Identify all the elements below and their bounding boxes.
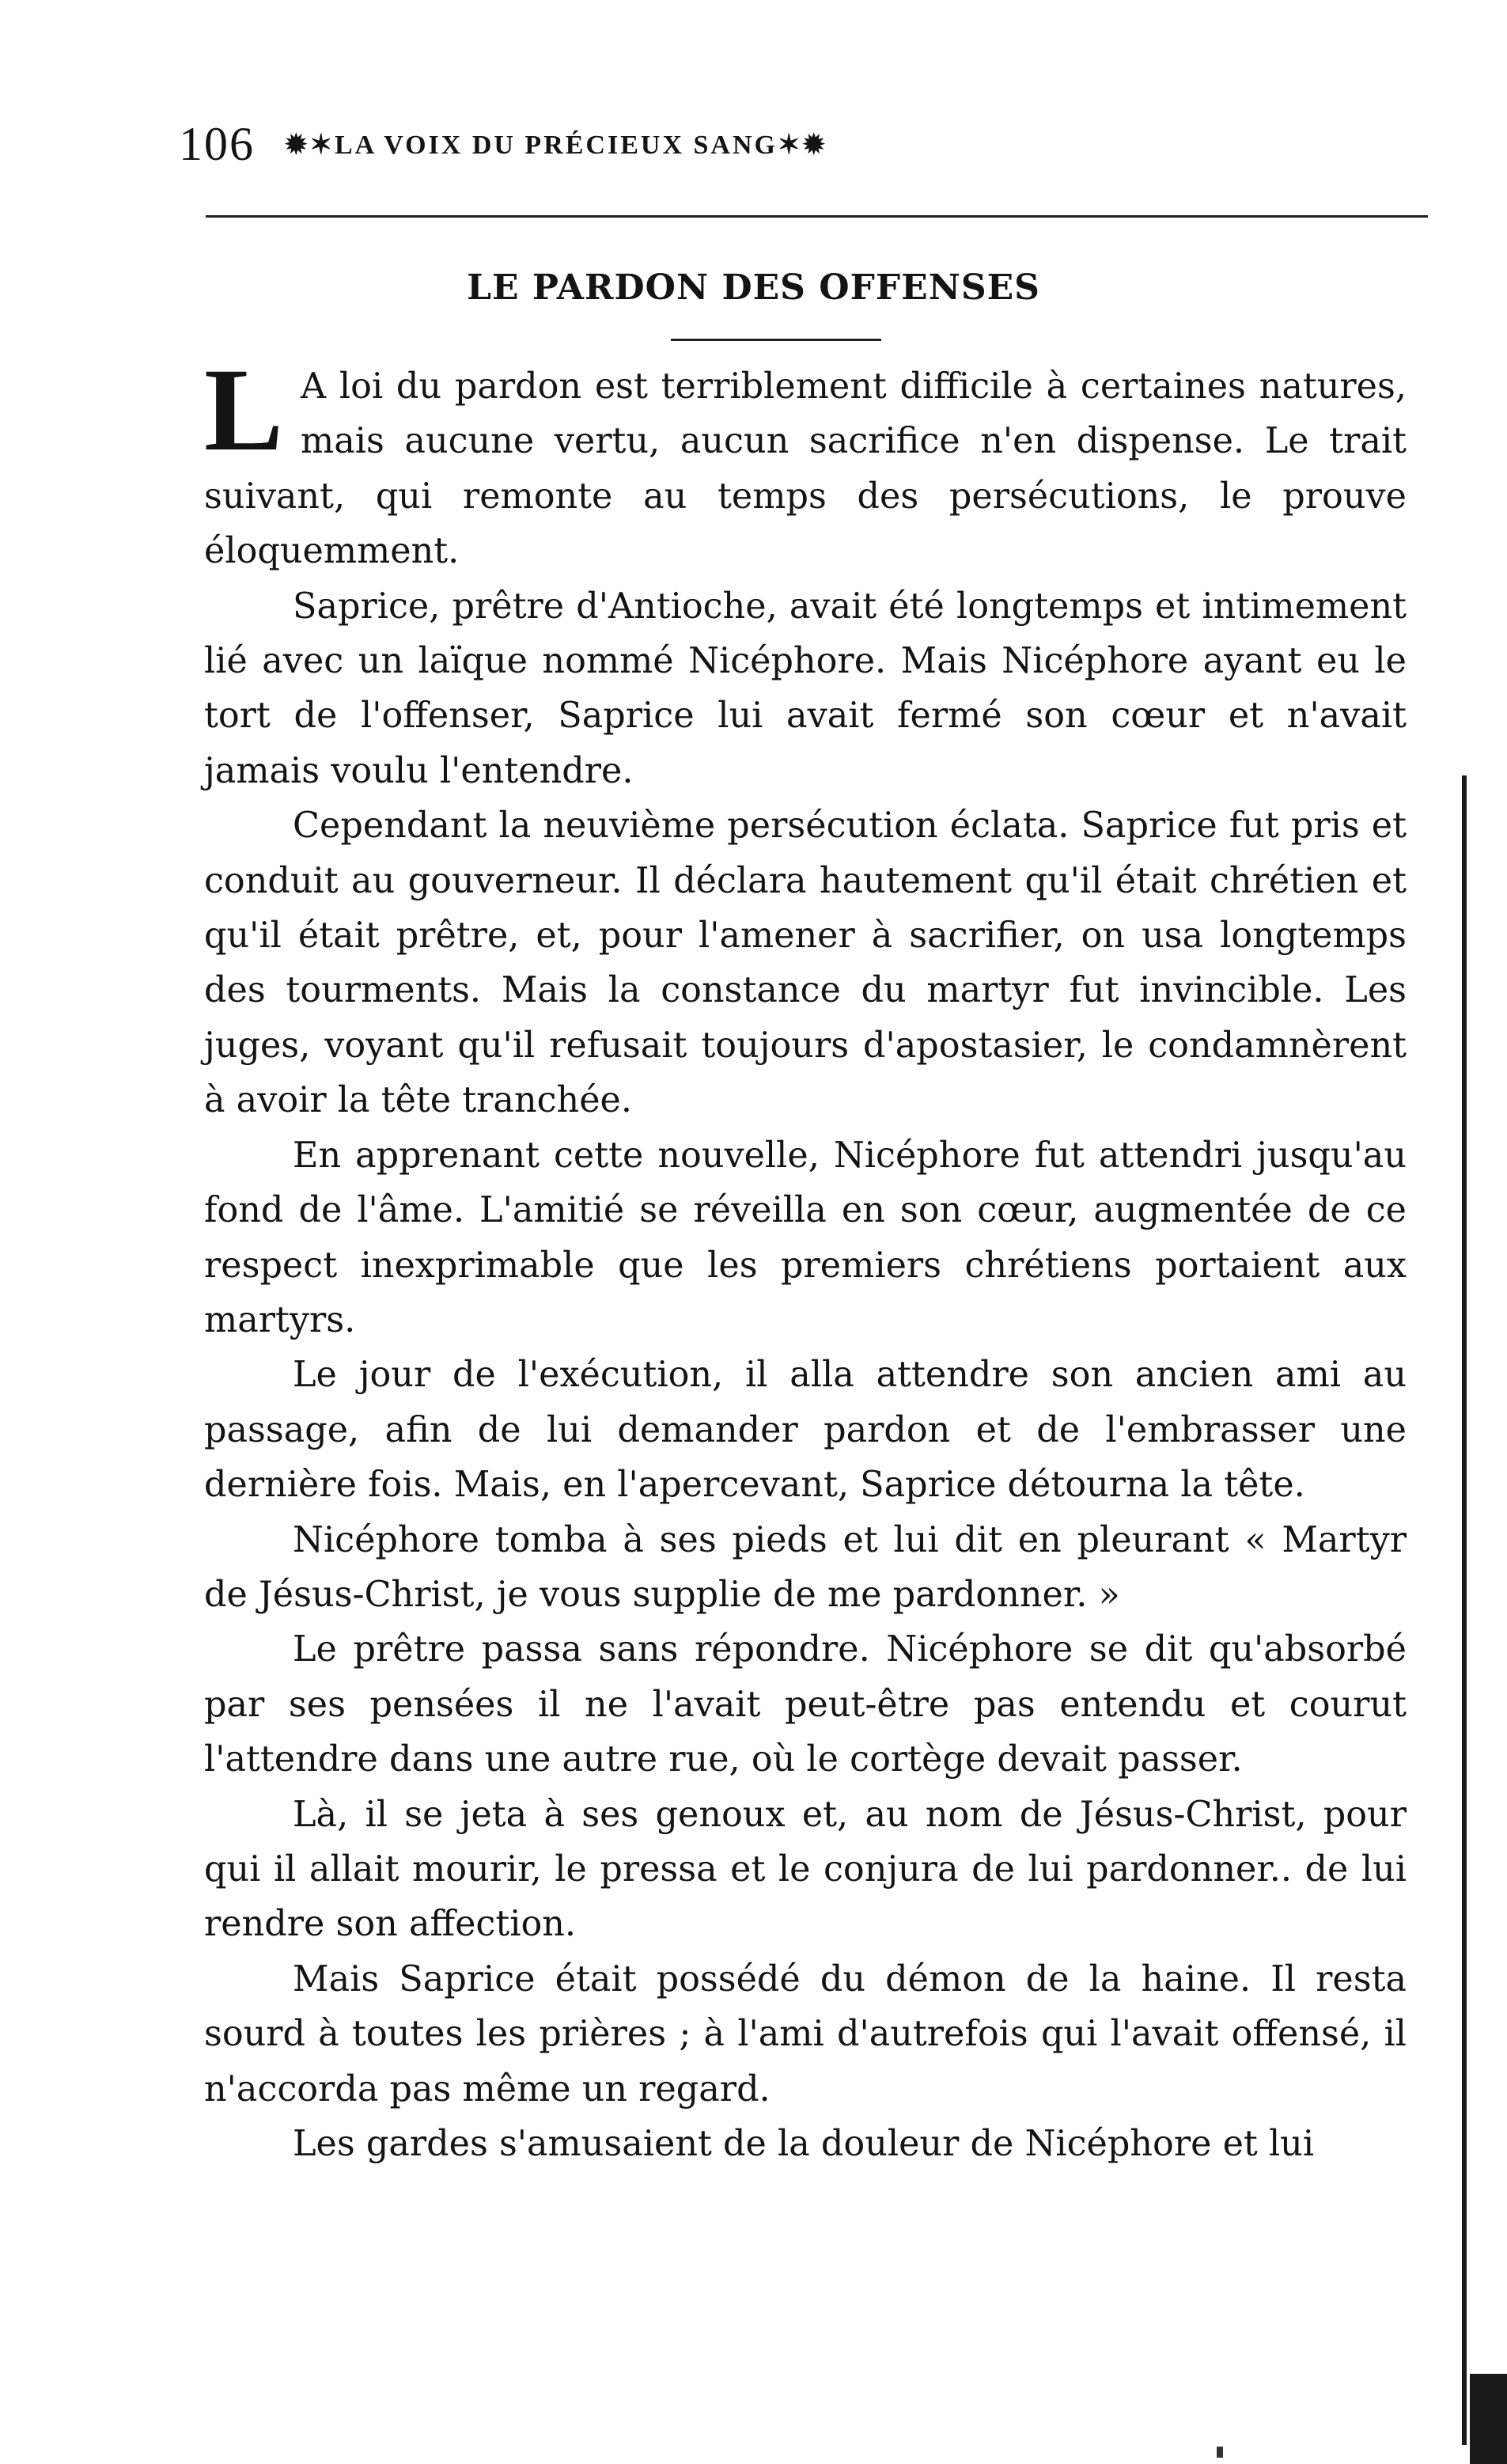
paragraph-1-text: A loi du pardon est terriblement difficile à certaines natures, mais aucune vertu, aucun sacrifice n'en dispense. Le trait suivant, qui remonte au temps des persécutions, le prouve éloquemment. [204,366,1407,572]
title-rule [671,339,881,341]
paragraph-5: Le jour de l'exécution, il alla attendre son ancien ami au passage, afin de lui demander pardon et de l'embrasser une dernière fois. Mais, en l'apercevant, Saprice détourna la tête. [204,1355,1407,1506]
drop-cap: L [204,344,284,476]
scan-speck [1217,2447,1223,2458]
paragraph-3: Cependant la neuvième persécution éclata. Saprice fut pris et conduit au gouverneur. Il déclara hautement qu'il était chrétien et qu'il était prêtre, et, pour l'amener à sacrifier, on usa longtemps des tourments. Mais la constance du martyr fut invincible. Les juges, voyant qu'il refusait toujours d'apostasier, le condamnèrent à avoir la tête tranchée. [204,806,1407,1121]
paragraph-10: Les gardes s'amusaient de la douleur de Nicéphore et lui [293,2124,1315,2164]
article-body [204,344,1407,2171]
paragraph-1 [204,344,1407,579]
paragraph-4: En apprenant cette nouvelle, Nicéphore fut attendri jusqu'au fond de l'âme. L'amitié se réveilla en son cœur, augmentée de ce respect inexprimable que les premiers chrétiens portaient aux martyrs. [204,1135,1407,1340]
header-rule [206,215,1428,218]
article-title: LE PARDON DES OFFENSES [467,267,1040,308]
page-number: 106 [179,118,255,170]
page-edge-shadow [1462,775,1467,2445]
paragraph-8: Là, il se jeta à ses genoux et, au nom de Jésus-Christ, pour qui il allait mourir, le pressa et le conjura de lui pardonner.. de lui rendre son affection. [204,1794,1407,1945]
page-corner-shadow [1470,2374,1507,2464]
page-header [179,117,1337,172]
paragraph-7: Le prêtre passa sans répondre. Nicéphore se dit qu'absorbé par ses pensées il ne l'avait peut-être pas entendu et courut l'attendre dans une autre rue, où le cortège devait passer. [204,1629,1407,1780]
running-head: ✹✶LA VOIX DU PRÉCIEUX SANG✶✹ [285,130,827,160]
paragraph-2: Saprice, prêtre d'Antioche, avait été longtemps et intimement lié avec un laïque nommé Nicéphore. Mais Nicéphore ayant eu le tort de l'offenser, Saprice lui avait fermé son cœur et n'avait jamais voulu l'entendre. [204,586,1407,791]
paragraph-6: Nicéphore tomba à ses pieds et lui dit en pleurant « Martyr de Jésus-Christ, je vous supplie de me pardonner. » [204,1519,1407,1615]
paragraph-9: Mais Saprice était possédé du démon de la haine. Il resta sourd à toutes les prières ; à l'ami d'autrefois qui l'avait offensé, il n'accorda pas même un regard. [204,1958,1407,2110]
